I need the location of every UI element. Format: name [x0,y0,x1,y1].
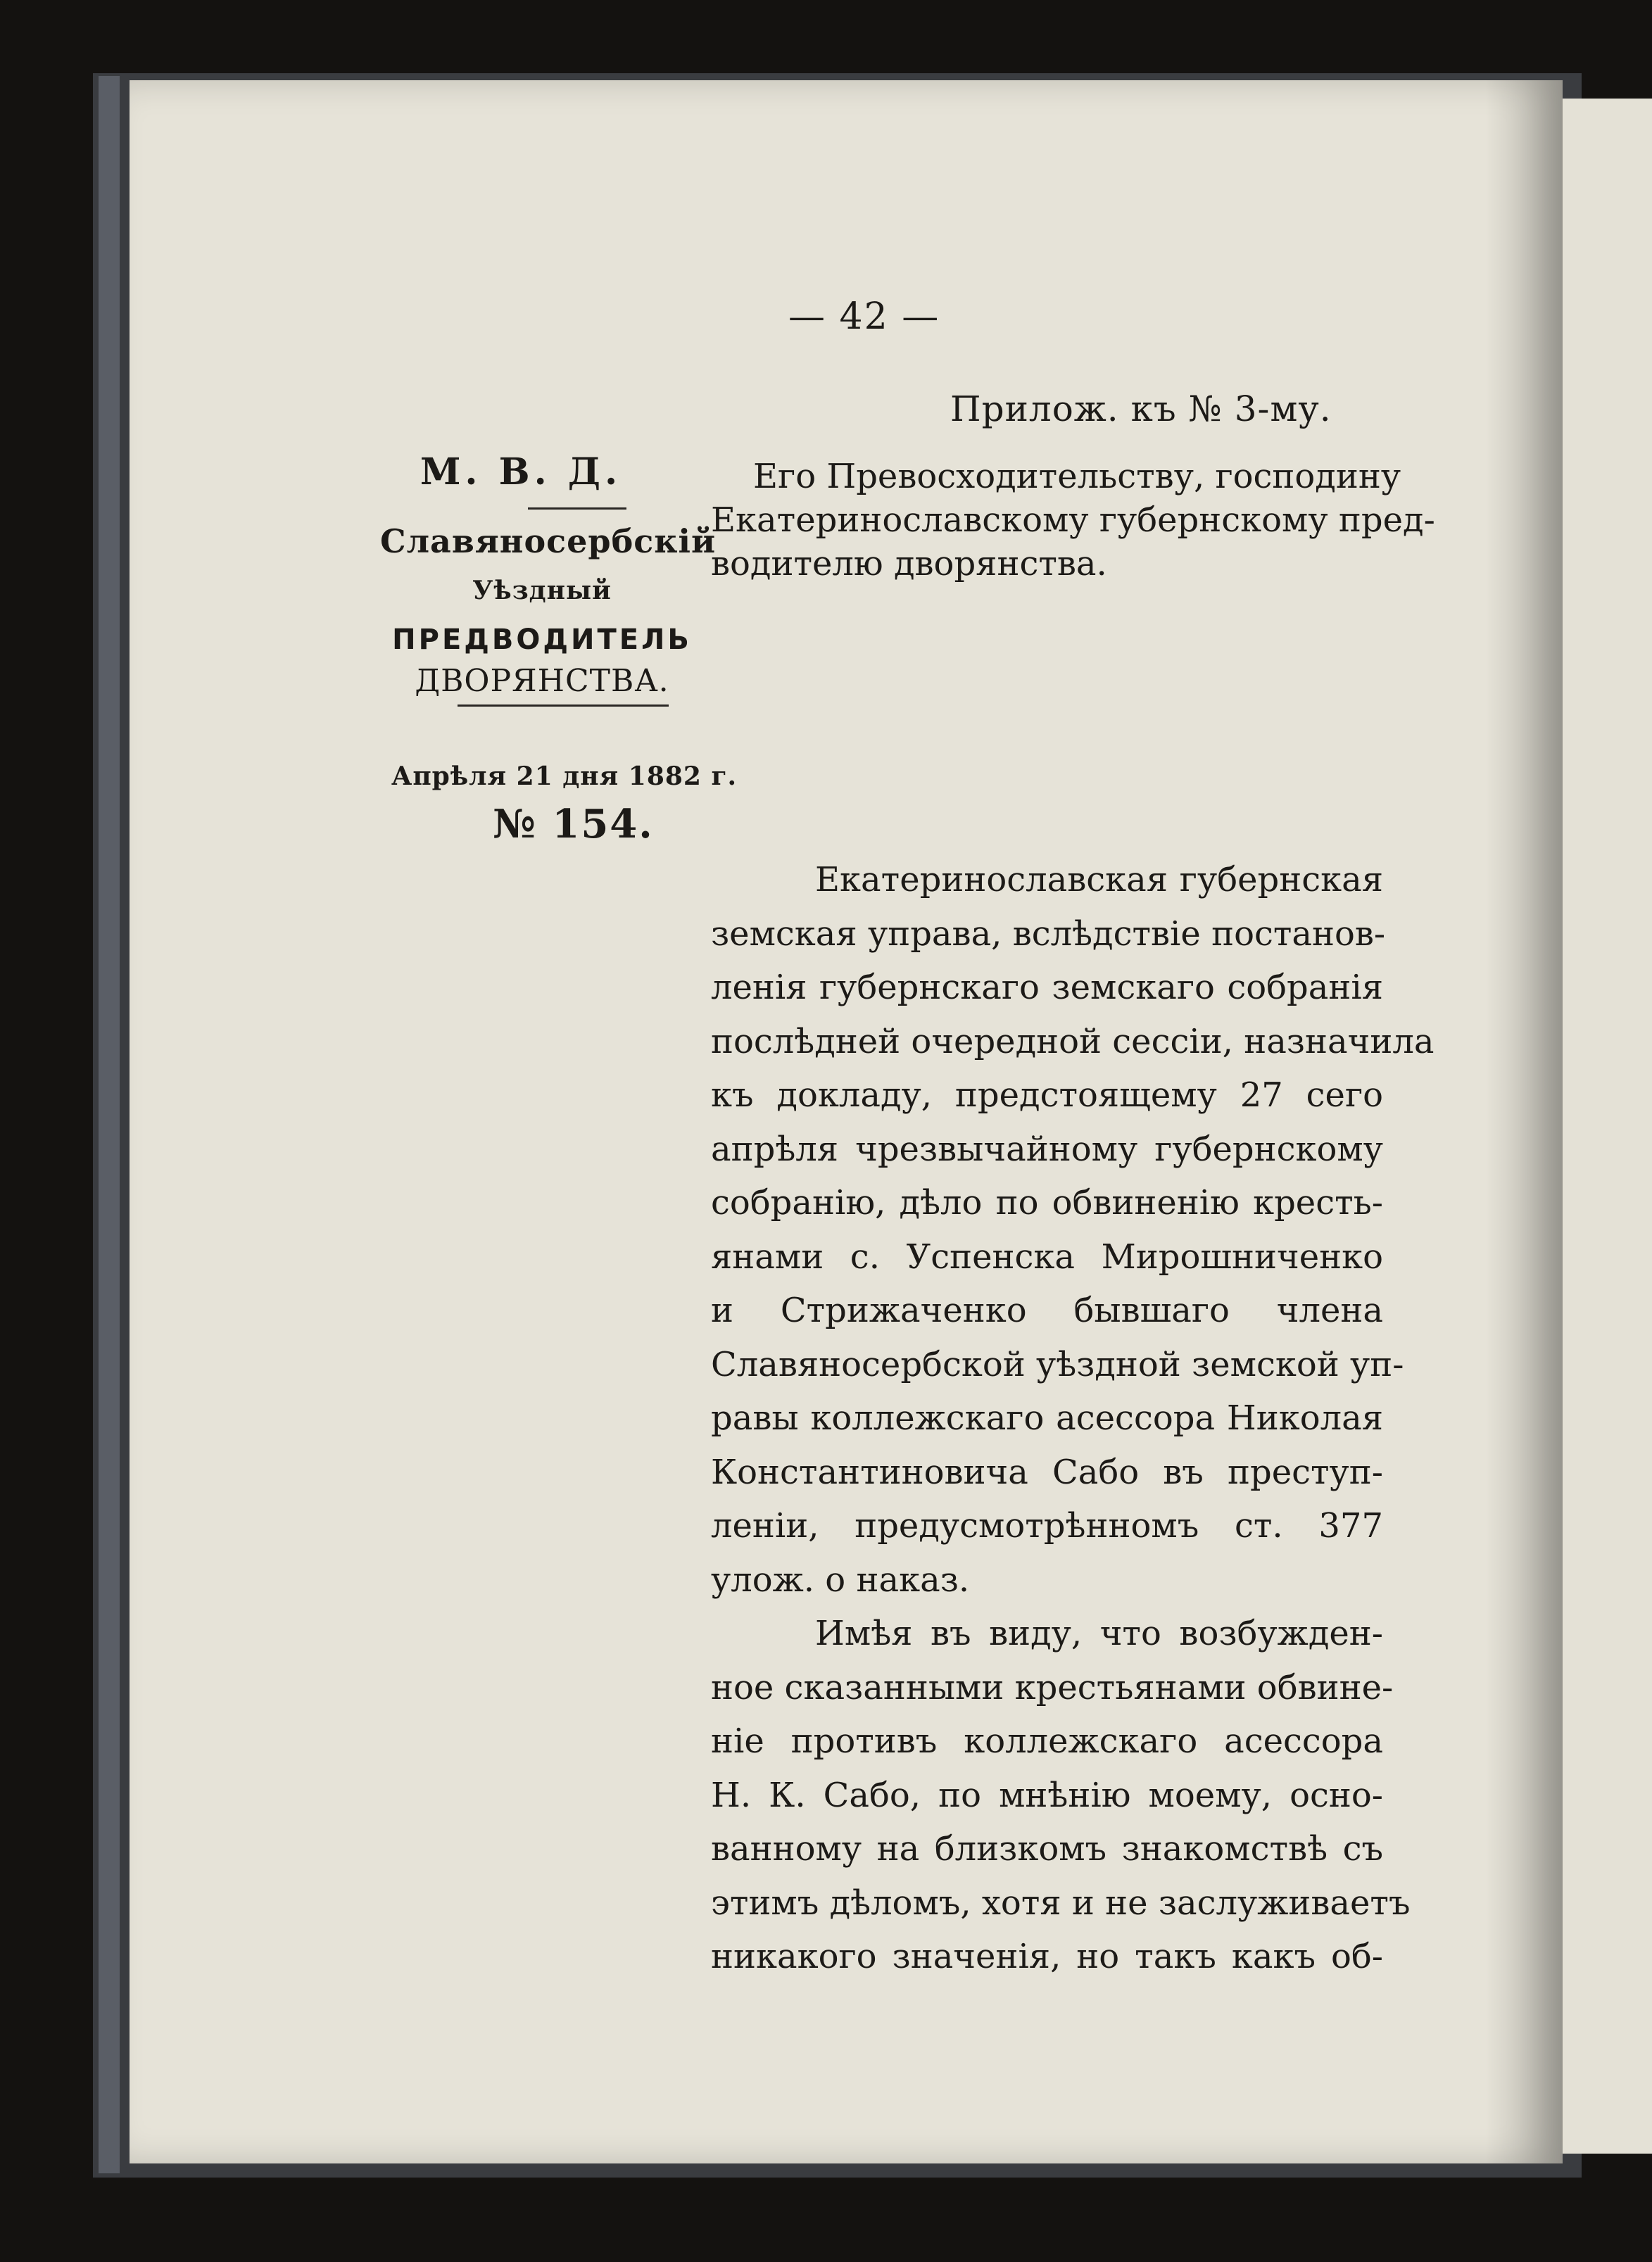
body-line: къ докладу, предстоящему 27 сего [711,1075,1383,1115]
body-line: ніе противъ коллежскаго асессора [711,1721,1383,1761]
addressee-line: Его Превосходительству, господину [753,457,1401,496]
divider [458,704,669,707]
body-line: Константиновича Сабо въ преступ- [711,1452,1383,1492]
facing-page-edge [1556,99,1652,2154]
nobility-label: ДВОРЯНСТВА. [415,663,669,699]
body-line: янами с. Успенска Мирошниченко [711,1237,1383,1277]
body-line: апрѣля чрезвычайному губернскому [711,1129,1383,1169]
addressee-line: водителю дворянства. [711,544,1107,583]
body-line: Имѣя въ виду, что возбужден- [815,1614,1383,1653]
body-line: равы коллежскаго асессора Николая [711,1398,1383,1438]
body-line: и Стрижаченко бывшаго члена [711,1291,1383,1330]
sender-header [380,450,717,707]
addressee-block [711,455,1435,586]
body-line: улож. о наказ. [711,1560,970,1600]
divider [528,507,626,510]
addressee-line: Екатеринославскому губернскому пред- [711,500,1435,540]
uezd-label: Уѣздный [472,576,612,605]
body-line: ванному на близкомъ знакомствѣ съ [711,1829,1383,1869]
letter-number: № 154. [493,801,654,847]
body-line: ленія губернскаго земскаго собранія [711,968,1383,1007]
ministry-label: М. В. Д. [420,450,622,493]
page-number: — 42 — [788,296,940,338]
body-line: никакого значенія, но такъ какъ об- [711,1937,1383,1976]
body-line: этимъ дѣломъ, хотя и не заслуживаетъ [711,1883,1411,1923]
body-line: Н. К. Сабо, по мнѣнію моему, осно- [711,1775,1383,1815]
district-label: Славяносербскій [380,522,717,560]
letter-body [711,853,1435,1984]
body-line: земская управа, вслѣдствіе постанов- [711,914,1386,954]
letter-date: Апрѣля 21 дня 1882 г. [391,762,738,791]
body-line: послѣдней очередной сессіи, назначила [711,1021,1435,1061]
book-spine-edge [99,76,120,2173]
body-line: собранію, дѣло по обвиненію кресть- [711,1183,1383,1222]
marshal-label: ПРЕДВОДИТЕЛЬ [392,624,692,656]
body-line: ное сказанными крестьянами обвине- [711,1667,1394,1707]
gutter-shadow [1485,80,1563,2163]
body-line: Екатеринославская губернская [815,860,1383,899]
body-line: леніи, предусмотрѣнномъ ст. 377 [711,1506,1383,1546]
attachment-reference: Прилож. къ № 3-му. [950,388,1332,429]
body-line: Славяносербской уѣздной земской уп- [711,1344,1404,1384]
